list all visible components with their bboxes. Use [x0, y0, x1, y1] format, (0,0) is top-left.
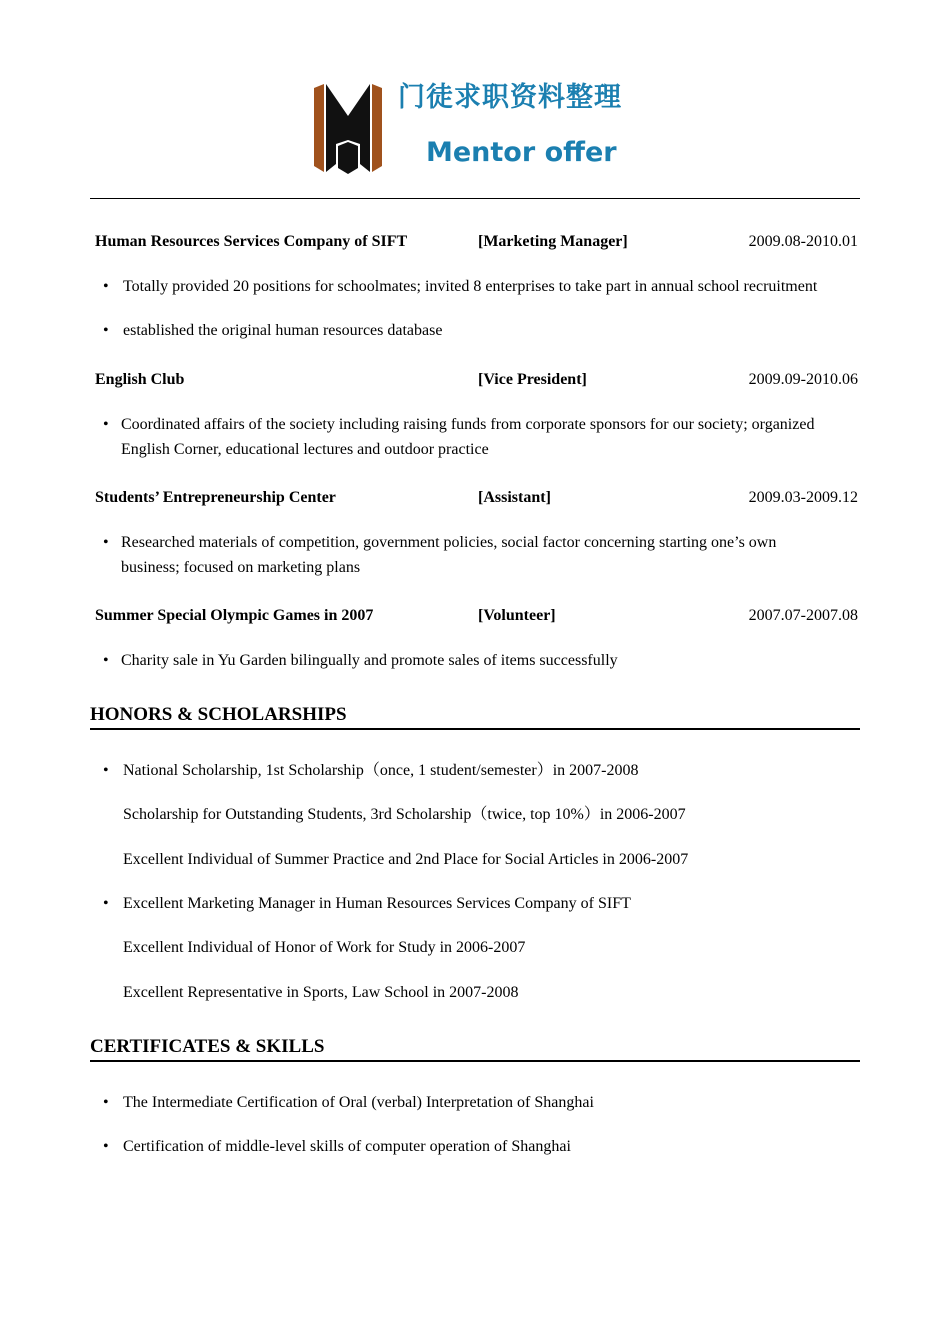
logo-english-title: Mentor offer: [426, 137, 617, 168]
list-item-text: Charity sale in Yu Garden bilingually and promote sales of items successfully: [121, 652, 618, 669]
honors-section-heading: [90, 704, 860, 730]
mentor-offer-logo: [312, 82, 642, 178]
experience-dates: 2009.09-2010.06: [748, 371, 858, 388]
logo-chinese-title: 门徒求职资料整理: [398, 82, 622, 113]
list-item-text: Researched materials of competition, government policies, social factor concerning starting one’s own business; focused on marketing plans: [121, 534, 777, 576]
experience-entry: [95, 371, 858, 391]
bullet-icon: •: [103, 652, 109, 669]
bullet-icon: •: [103, 322, 109, 339]
list-item-text: Totally provided 20 positions for schoolmates; invited 8 enterprises to take part in annual school recruitment: [123, 278, 818, 295]
list-item-text: established the original human resources database: [123, 322, 443, 339]
experience-entry: [95, 607, 858, 627]
experience-role: [Marketing Manager]: [478, 233, 628, 250]
bullet-icon: •: [103, 534, 109, 551]
list-item: Scholarship for Outstanding Students, 3rd Scholarship（twice, top 10%）in 2006-2007: [123, 806, 686, 823]
experience-dates: 2009.03-2009.12: [748, 489, 858, 506]
list-item-text: Excellent Marketing Manager in Human Resources Services Company of SIFT: [123, 895, 631, 912]
experience-organization: Summer Special Olympic Games in 2007: [95, 607, 374, 624]
experience-role: [Volunteer]: [478, 607, 556, 624]
list-item-text: The Intermediate Certification of Oral (verbal) Interpretation of Shanghai: [123, 1094, 594, 1111]
list-item-text: Certification of middle-level skills of computer operation of Shanghai: [123, 1138, 571, 1155]
bullet-icon: •: [103, 278, 109, 295]
experience-role: [Assistant]: [478, 489, 551, 506]
list-item-text: National Scholarship, 1st Scholarship（once, 1 student/semester）in 2007-2008: [123, 762, 639, 779]
mentor-logo-mark-icon: [312, 82, 384, 176]
experience-entry: [95, 233, 858, 253]
bullet-icon: •: [103, 762, 109, 779]
section-title: HONORS & SCHOLARSHIPS: [90, 704, 347, 725]
experience-entry: [95, 489, 858, 509]
list-item-text: Coordinated affairs of the society including raising funds from corporate sponsors for our society; organized English Corner, educational lectures and outdoor practice: [121, 416, 815, 458]
certificates-section-heading: [90, 1036, 860, 1062]
bullet-icon: •: [103, 1094, 109, 1111]
section-title: CERTIFICATES & SKILLS: [90, 1036, 325, 1057]
header-divider: [90, 198, 860, 199]
list-item: Excellent Individual of Honor of Work for Study in 2006-2007: [123, 939, 526, 956]
experience-dates: 2009.08-2010.01: [748, 233, 858, 250]
bullet-icon: •: [103, 416, 109, 433]
bullet-icon: •: [103, 895, 109, 912]
experience-organization: English Club: [95, 371, 185, 388]
experience-organization: Students’ Entrepreneurship Center: [95, 489, 336, 506]
experience-dates: 2007.07-2007.08: [748, 607, 858, 624]
experience-organization: Human Resources Services Company of SIFT: [95, 233, 408, 250]
bullet-icon: •: [103, 1138, 109, 1155]
experience-role: [Vice President]: [478, 371, 587, 388]
list-item: Excellent Individual of Summer Practice and 2nd Place for Social Articles in 2006-2007: [123, 851, 689, 868]
list-item: Excellent Representative in Sports, Law School in 2007-2008: [123, 984, 519, 1001]
